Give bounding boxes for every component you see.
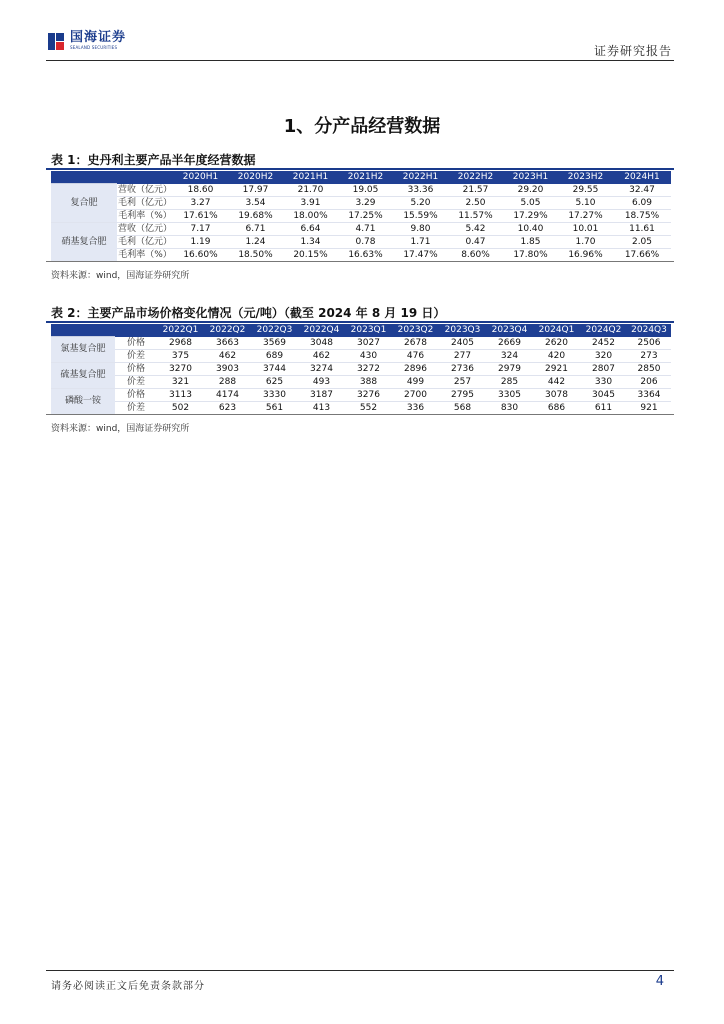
table-row: [51, 196, 671, 209]
table-cell: 18.75%: [613, 209, 671, 222]
table2-header-row: [51, 324, 671, 337]
table-cell: 3.27: [173, 196, 228, 209]
column-header: 2021H1: [283, 171, 338, 184]
table-cell: 2795: [439, 388, 486, 401]
metric-label: 毛利（亿元）: [117, 236, 172, 247]
table-cell: 10.01: [558, 222, 613, 235]
table-cell: 3305: [486, 388, 533, 401]
table-cell: 3187: [298, 388, 345, 401]
table-row: [51, 349, 671, 362]
table-cell: 499: [392, 375, 439, 388]
table-cell: 3274: [298, 362, 345, 375]
footer-divider: [46, 970, 674, 971]
table-row: [51, 235, 671, 248]
table-cell: 5.42: [448, 222, 503, 235]
metric-label: 价格: [115, 388, 157, 401]
table-cell: 2506: [627, 337, 671, 350]
table-cell: 625: [251, 375, 298, 388]
column-header: 2020H1: [173, 171, 228, 184]
table-cell: 17.66%: [613, 248, 671, 261]
footer-disclaimer: 请务必阅读正文后免责条款部分: [51, 981, 205, 992]
table-cell: 3330: [251, 388, 298, 401]
table1-header-blank: [51, 171, 117, 184]
table-cell: 2.05: [613, 235, 671, 248]
table1-caption-rule: [46, 168, 674, 170]
table-cell: 3276: [345, 388, 392, 401]
column-header: 2023Q3: [439, 324, 486, 337]
table-cell: 388: [345, 375, 392, 388]
table-cell: 9.80: [393, 222, 448, 235]
table-cell: 502: [157, 401, 204, 414]
table-cell: 17.27%: [558, 209, 613, 222]
metric-label: 毛利（亿元）: [117, 197, 172, 208]
table-cell: 3364: [627, 388, 671, 401]
table-cell: 1.19: [173, 235, 228, 248]
table-cell: 1.71: [393, 235, 448, 248]
table-cell: 18.50%: [228, 248, 283, 261]
table-row: [51, 222, 671, 235]
table-cell: 3569: [251, 337, 298, 350]
logo-name-en: SEALAND SECURITIES: [70, 45, 118, 50]
table-cell: 3045: [580, 388, 627, 401]
table-cell: 442: [533, 375, 580, 388]
product-group-label: 硫基复合肥: [51, 362, 115, 388]
table-cell: 375: [157, 349, 204, 362]
table-cell: 324: [486, 349, 533, 362]
table-cell: 2700: [392, 388, 439, 401]
document-type: 证券研究报告: [593, 44, 672, 58]
table-cell: 1.70: [558, 235, 613, 248]
section-title: 1、分产品经营数据: [283, 116, 441, 137]
table-cell: 3270: [157, 362, 204, 375]
table-cell: 561: [251, 401, 298, 414]
table-cell: 33.36: [393, 184, 448, 197]
table-cell: 0.47: [448, 235, 503, 248]
table-cell: 413: [298, 401, 345, 414]
table-cell: 330: [580, 375, 627, 388]
table-row: [51, 375, 671, 388]
column-header: 2021H2: [338, 171, 393, 184]
table-row: [51, 337, 671, 350]
table-cell: 285: [486, 375, 533, 388]
table2-caption-rule: [46, 321, 674, 323]
table2-header-blank: [51, 324, 115, 337]
table-cell: 5.10: [558, 196, 613, 209]
table-cell: 5.05: [503, 196, 558, 209]
table-cell: 2620: [533, 337, 580, 350]
table-cell: 2968: [157, 337, 204, 350]
product-group-label: 磷酸一铵: [51, 388, 115, 414]
table-cell: 1.24: [228, 235, 283, 248]
table-cell: 32.47: [613, 184, 671, 197]
table-cell: 16.63%: [338, 248, 393, 261]
column-header: 2024Q1: [533, 324, 580, 337]
metric-label: 营收（亿元）: [117, 223, 172, 234]
table-cell: 476: [392, 349, 439, 362]
column-header: 2022Q4: [298, 324, 345, 337]
table-cell: 1.85: [503, 235, 558, 248]
table-cell: 6.71: [228, 222, 283, 235]
table-cell: 16.96%: [558, 248, 613, 261]
metric-label: 毛利率（%）: [118, 249, 172, 260]
table-cell: 4174: [204, 388, 251, 401]
product-group-label: 复合肥: [51, 184, 117, 223]
column-header: 2024Q2: [580, 324, 627, 337]
table-cell: 273: [627, 349, 671, 362]
column-header: 2022Q2: [204, 324, 251, 337]
header-divider: [46, 60, 674, 61]
table1-caption: 表 1：史丹利主要产品半年度经营数据: [51, 153, 256, 167]
column-header: 2022H2: [448, 171, 503, 184]
product-group-label: 氯基复合肥: [51, 337, 115, 363]
column-header: 2023Q4: [486, 324, 533, 337]
metric-label: 价差: [115, 349, 157, 362]
table-cell: 10.40: [503, 222, 558, 235]
table-cell: 1.34: [283, 235, 338, 248]
table-cell: 568: [439, 401, 486, 414]
table-cell: 2807: [580, 362, 627, 375]
table-cell: 29.20: [503, 184, 558, 197]
table-cell: 288: [204, 375, 251, 388]
table-cell: 462: [298, 349, 345, 362]
table-row: [51, 248, 671, 261]
metric-label: 价格: [115, 362, 157, 375]
table-cell: 3663: [204, 337, 251, 350]
table-cell: 17.80%: [503, 248, 558, 261]
table-cell: 18.60: [173, 184, 228, 197]
column-header: 2024Q3: [627, 324, 671, 337]
table-cell: 4.71: [338, 222, 393, 235]
page-number: 4: [655, 974, 664, 989]
table-cell: 420: [533, 349, 580, 362]
metric-label: 价格: [115, 337, 157, 350]
table1-source: 资料来源：wind，国海证券研究所: [51, 271, 190, 281]
table-cell: 17.61%: [173, 209, 228, 222]
column-header: 2024H1: [613, 171, 671, 184]
table2-caption: 表 2：主要产品市场价格变化情况（元/吨）（截至 2024 年 8 月 19 日）: [51, 306, 446, 320]
column-header: 2023H1: [503, 171, 558, 184]
table-cell: 921: [627, 401, 671, 414]
table-cell: 11.57%: [448, 209, 503, 222]
product-group-label: 硝基复合肥: [51, 222, 117, 261]
table-row: [51, 401, 671, 414]
column-header: 2023Q1: [345, 324, 392, 337]
table-cell: 17.47%: [393, 248, 448, 261]
metric-label: 价差: [115, 401, 157, 414]
table-cell: 430: [345, 349, 392, 362]
column-header: 2020H2: [228, 171, 283, 184]
table-cell: 3078: [533, 388, 580, 401]
table-cell: 257: [439, 375, 486, 388]
logo-mark-icon: [46, 30, 66, 52]
table2-header-blank: [115, 324, 157, 337]
table-cell: 11.61: [613, 222, 671, 235]
table-cell: 18.00%: [283, 209, 338, 222]
table-cell: 2736: [439, 362, 486, 375]
table-cell: 16.60%: [173, 248, 228, 261]
table1-header-blank: [117, 171, 173, 184]
table-cell: 8.60%: [448, 248, 503, 261]
metric-label: 价差: [115, 375, 157, 388]
table-cell: 336: [392, 401, 439, 414]
table-cell: 686: [533, 401, 580, 414]
logo-name-cn: 国海证券: [70, 30, 127, 45]
table-cell: 2405: [439, 337, 486, 350]
table-cell: 3.91: [283, 196, 338, 209]
table-cell: 2979: [486, 362, 533, 375]
table1-bottom-rule: [46, 261, 674, 262]
table-cell: 321: [157, 375, 204, 388]
table-cell: 17.97: [228, 184, 283, 197]
table-cell: 277: [439, 349, 486, 362]
table-cell: 3744: [251, 362, 298, 375]
table-cell: 2896: [392, 362, 439, 375]
metric-label: 毛利率（%）: [118, 210, 172, 221]
table-cell: 206: [627, 375, 671, 388]
table-cell: 689: [251, 349, 298, 362]
table-cell: 29.55: [558, 184, 613, 197]
table2-source: 资料来源：wind，国海证券研究所: [51, 424, 190, 434]
column-header: 2022Q1: [157, 324, 204, 337]
table-cell: 21.70: [283, 184, 338, 197]
table-cell: 2669: [486, 337, 533, 350]
table-cell: 17.29%: [503, 209, 558, 222]
table-cell: 3113: [157, 388, 204, 401]
metric-label: 营收（亿元）: [117, 184, 172, 195]
table-cell: 17.25%: [338, 209, 393, 222]
table-cell: 2.50: [448, 196, 503, 209]
table-cell: 5.20: [393, 196, 448, 209]
table-cell: 320: [580, 349, 627, 362]
table-cell: 3272: [345, 362, 392, 375]
table-cell: 20.15%: [283, 248, 338, 261]
column-header: 2023H2: [558, 171, 613, 184]
column-header: 2022H1: [393, 171, 448, 184]
table-cell: 15.59%: [393, 209, 448, 222]
column-header: 2023Q2: [392, 324, 439, 337]
table-cell: 19.68%: [228, 209, 283, 222]
table-cell: 21.57: [448, 184, 503, 197]
table-cell: 3027: [345, 337, 392, 350]
table1-header-row: [51, 171, 671, 184]
company-logo: [46, 30, 126, 52]
table2: [51, 324, 671, 415]
table-cell: 493: [298, 375, 345, 388]
table-cell: 0.78: [338, 235, 393, 248]
table-cell: 6.09: [613, 196, 671, 209]
table-cell: 611: [580, 401, 627, 414]
table-cell: 462: [204, 349, 251, 362]
table-row: [51, 362, 671, 375]
table-row: [51, 209, 671, 222]
table-cell: 623: [204, 401, 251, 414]
table-cell: 2452: [580, 337, 627, 350]
table-cell: 3.54: [228, 196, 283, 209]
table-cell: 7.17: [173, 222, 228, 235]
table-cell: 552: [345, 401, 392, 414]
table-row: [51, 388, 671, 401]
table-cell: 2678: [392, 337, 439, 350]
table-cell: 830: [486, 401, 533, 414]
table-cell: 19.05: [338, 184, 393, 197]
table-cell: 3.29: [338, 196, 393, 209]
table-row: [51, 184, 671, 197]
table1: [51, 171, 671, 262]
table-cell: 3903: [204, 362, 251, 375]
column-header: 2022Q3: [251, 324, 298, 337]
table2-bottom-rule: [46, 414, 674, 415]
table-cell: 2850: [627, 362, 671, 375]
table-cell: 3048: [298, 337, 345, 350]
table-cell: 6.64: [283, 222, 338, 235]
table-cell: 2921: [533, 362, 580, 375]
